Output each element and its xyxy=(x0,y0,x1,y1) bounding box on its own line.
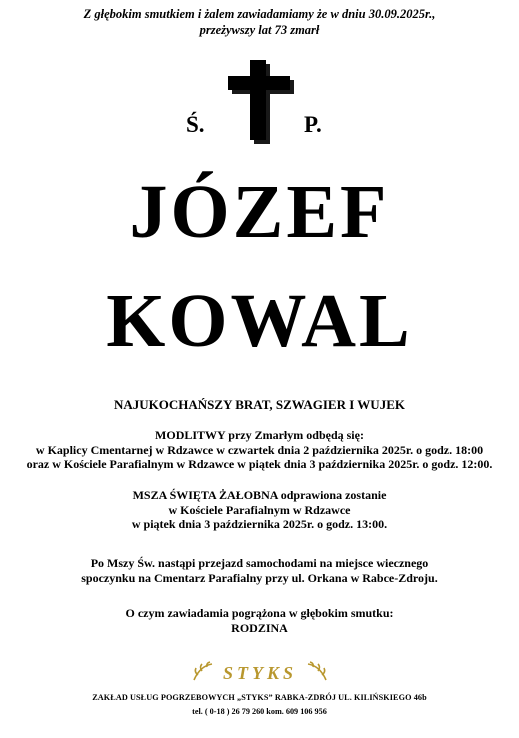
closing-line-1: O czym zawiadamia pogrążona w głębokim smutku: xyxy=(125,606,394,620)
prayers-line-1 xyxy=(0,428,519,443)
procession-block xyxy=(0,556,519,585)
mass-lead-rest: odprawiona zostanie xyxy=(280,488,387,502)
prayers-lead-rest: przy Zmarłym odbędą się: xyxy=(228,428,364,442)
closing-block xyxy=(0,606,519,635)
styks-logo xyxy=(190,660,330,686)
mass-line-3: w piątek dnia 3 października 2025r. o godz. 13:00. xyxy=(131,517,388,531)
prayers-block xyxy=(0,428,519,472)
intro-line-1: Z głębokim smutkiem i żalem zawiadamiamy że w dniu 30.09.2025r., xyxy=(83,7,436,21)
styks-logo-text: STYKS xyxy=(222,663,298,683)
last-name: KOWAL xyxy=(106,279,413,363)
first-name: JÓZEF xyxy=(129,170,390,254)
laurel-right-icon xyxy=(308,662,326,680)
relation-line: NAJUKOCHAŃSZY BRAT, SZWAGIER I WUJEK xyxy=(114,397,405,412)
mass-lead: MSZA ŚWIĘTA ŻAŁOBNA xyxy=(132,488,278,502)
prayers-line-3: oraz w Kościele Parafialnym w Rdzawce w piątek dnia 3 października 2025r. o godz. 12:00. xyxy=(26,457,493,471)
funeral-home-phone: tel. ( 0-18 ) 26 79 260 kom. 609 106 956 xyxy=(192,707,327,716)
funeral-home-address: ZAKŁAD USŁUG POGRZEBOWYCH „STYKS” RABKA-ZDRÓJ UL. KILIŃSKIEGO 46b xyxy=(92,693,427,702)
laurel-left-icon xyxy=(194,662,212,680)
prayers-line-2: w Kaplicy Cmentarnej w Rdzawce w czwartek dnia 2 października 2025r. o godz. 18:00 xyxy=(35,442,484,457)
procession-line-1: Po Mszy Św. nastąpi przejazd samochodami na miejsce wiecznego xyxy=(90,556,429,570)
mass-line-2: w Kościele Parafialnym w Rdzawce xyxy=(168,502,351,517)
prayers-lead: MODLITWY xyxy=(155,428,226,442)
cross-icon xyxy=(220,56,298,144)
intro-line-2: przeżywszy lat 73 zmarł xyxy=(199,23,320,37)
prefix-left: Ś. xyxy=(186,112,205,137)
mass-block xyxy=(0,488,519,532)
closing-line-2: RODZINA xyxy=(231,620,288,635)
procession-line-2: spoczynku na Cmentarz Parafialny przy ul. Orkana w Rabce-Zdroju. xyxy=(81,570,438,585)
cross-row xyxy=(0,56,519,146)
mass-line-1 xyxy=(0,488,519,503)
prefix-right: P. xyxy=(304,112,322,137)
